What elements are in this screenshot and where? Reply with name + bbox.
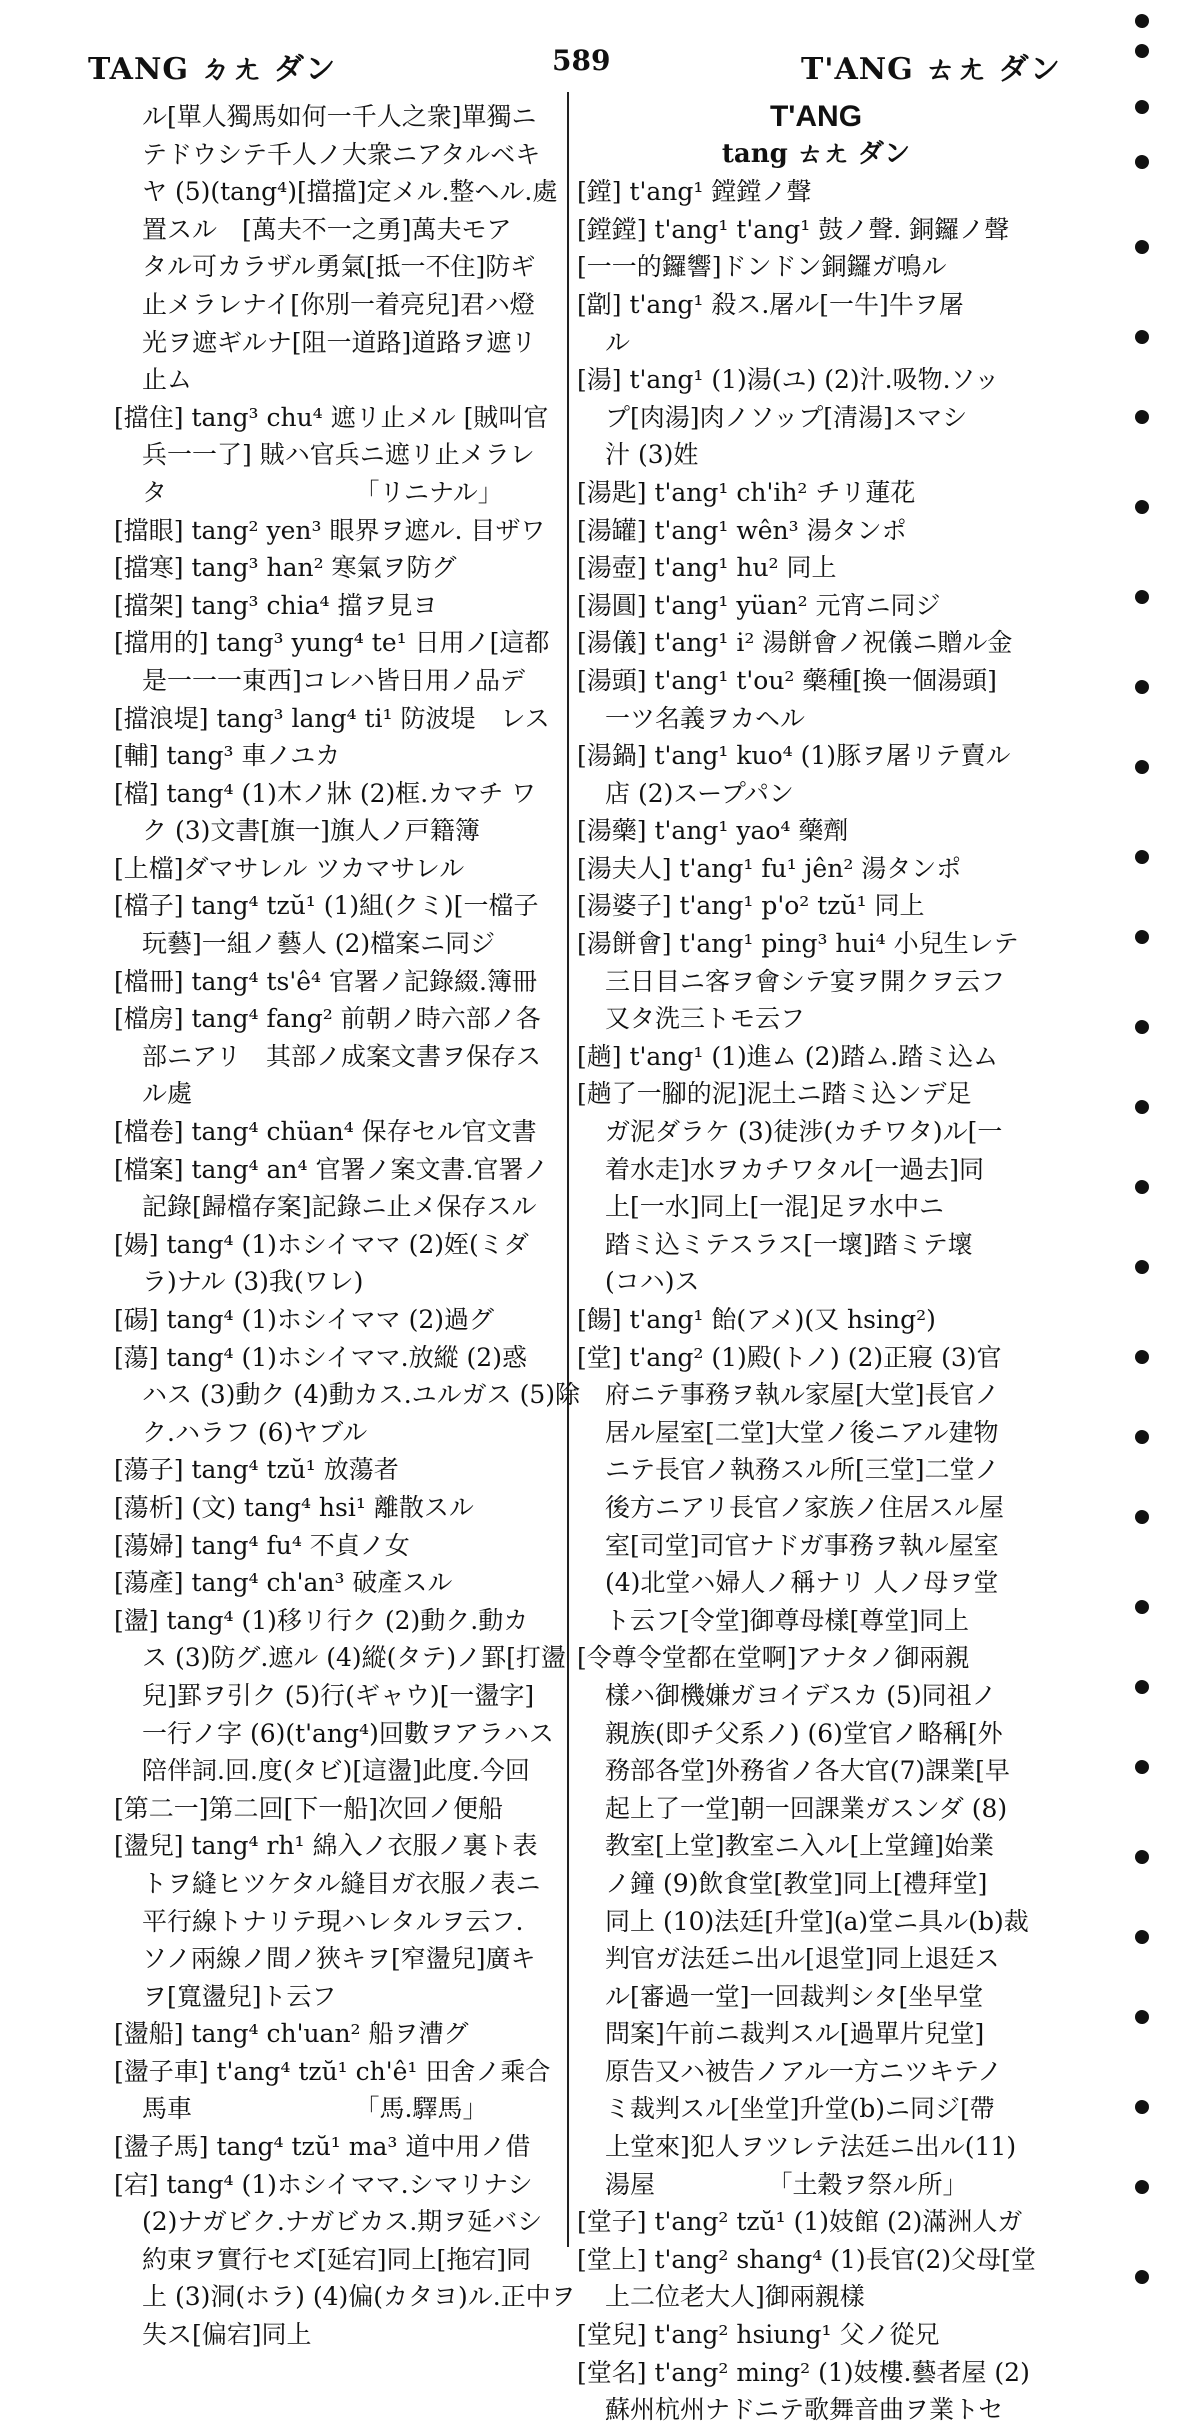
entry-line: 問案]午前ニ裁判スル[過單片兒堂] bbox=[605, 2019, 985, 2049]
edge-dot bbox=[1135, 1430, 1149, 1444]
edge-dot bbox=[1135, 1600, 1149, 1614]
entry-line: 府ニテ事務ヲ執ル家屋[大堂]長官ノ bbox=[605, 1380, 1000, 1410]
entry-line: 失ス[偏宕]同上 bbox=[142, 2320, 312, 2350]
entry-line: [堂兒] t'ang² hsiung¹ 父ノ從兄 bbox=[577, 2320, 940, 2350]
entry-line: 又タ洗三トモ云フ bbox=[605, 1004, 806, 1034]
edge-dot bbox=[1135, 44, 1149, 58]
entry-line: [湯匙] t'ang¹ ch'ih² チリ蓮花 bbox=[577, 477, 916, 507]
entry-line: [盪兒] tang⁴ rh¹ 綿入ノ衣服ノ裏ト表 bbox=[114, 1831, 538, 1861]
entry-line: [鏜] t'ang¹ 鏜鏜ノ聲 bbox=[577, 177, 812, 207]
entry-line: 店 (2)スープパン bbox=[605, 778, 794, 808]
section-subtitle: tang ㄊㄤ ダン bbox=[721, 138, 911, 169]
edge-dot bbox=[1135, 2100, 1149, 2114]
entry-line: [擋浪堤] tang³ lang⁴ ti¹ 防波堤 レス bbox=[114, 703, 550, 733]
entry-line: [蕩婦] tang⁴ fu⁴ 不貞ノ女 bbox=[114, 1530, 410, 1560]
entry-line: [碭] tang⁴ (1)ホシイママ (2)過グ bbox=[114, 1305, 495, 1334]
entry-line: ト云フ[令堂]御尊母樣[尊堂]同上 bbox=[605, 1605, 970, 1635]
edge-dot bbox=[1135, 1930, 1149, 1944]
entry-line: [婸] tang⁴ (1)ホシイママ (2)姪(ミダ bbox=[114, 1229, 529, 1259]
entry-line: [蕩析] (文) tang⁴ hsi¹ 離散スル bbox=[114, 1492, 474, 1522]
entry-line: 一行ノ字 (6)(t'ang⁴)回數ヲアラハス bbox=[142, 1718, 554, 1748]
entry-line: ヲ[寬盪兒]ト云フ bbox=[142, 1981, 337, 2011]
entry-line: [湯藥] t'ang¹ yao⁴ 藥劑 bbox=[577, 816, 849, 846]
entry-line: ガ泥ダラケ (3)徒涉(カチワタ)ル[一 bbox=[605, 1117, 1003, 1147]
entry-line: 部ニアリ 其部ノ成案文書ヲ保存ス bbox=[142, 1041, 542, 1071]
entry-line: 原告又ハ被告ノアル一方ニツキテノ bbox=[605, 2056, 1003, 2086]
entry-line: [檔案] tang⁴ an⁴ 官署ノ案文書.官署ノ bbox=[114, 1154, 549, 1184]
edge-dot bbox=[1135, 1680, 1149, 1694]
edge-dot bbox=[1135, 14, 1149, 28]
entry-line: 記錄[歸檔存案]記錄ニ止メ保存スル bbox=[142, 1192, 537, 1222]
entry-line: 兵一一了] 賊ハ官兵ニ遮リ止メラレ bbox=[142, 440, 535, 470]
entry-line: 馬車 「馬.驛馬」 bbox=[142, 2094, 488, 2124]
entry-line: [一一的鑼響]ドンドン銅鑼ガ鳴ル bbox=[577, 252, 947, 282]
entry-line: トヲ縫ヒツケタル縫目ガ衣服ノ表ニ bbox=[142, 1868, 541, 1898]
entry-line: [擋住] tang³ chu⁴ 遮リ止メル [賊叫官 bbox=[114, 402, 549, 432]
entry-line: [擋眼] tang² yen³ 眼界ヲ遮ル. 目ザワ bbox=[114, 515, 546, 545]
edge-dot bbox=[1135, 155, 1149, 169]
entry-line: 上 (3)洞(ホラ) (4)偏(カタヨ)ル.正中ヲ bbox=[142, 2282, 576, 2312]
edge-dot bbox=[1135, 1510, 1149, 1524]
entry-line: ク (3)文書[旗一]旗人ノ戸籍簿 bbox=[142, 816, 480, 846]
entry-line: [堂名] t'ang² ming² (1)妓樓.藝者屋 (2) bbox=[577, 2357, 1030, 2387]
entry-line: 居ル屋室[二堂]大堂ノ後ニアル建物 bbox=[605, 1417, 999, 1447]
entry-line: 樣ハ御機嫌ガヨイデスカ (5)同祖ノ bbox=[605, 1680, 997, 1710]
entry-line: ミ裁判スル[坐堂]升堂(b)ニ同ジ[帶 bbox=[605, 2094, 995, 2124]
edge-dot bbox=[1135, 590, 1149, 604]
entry-line: [蕩] tang⁴ (1)ホシイママ.放縱 (2)惑 bbox=[114, 1342, 527, 1372]
entry-line: [檔子] tang⁴ tzŭ¹ (1)組(クミ)[一檔子 bbox=[114, 891, 539, 921]
right-column bbox=[577, 98, 1055, 2429]
edge-dot bbox=[1135, 1260, 1149, 1274]
entry-line: ク.ハラフ (6)ヤブル bbox=[142, 1417, 368, 1447]
entry-line: 上二位老大人]御兩親樣 bbox=[605, 2282, 865, 2312]
entry-line: 一ツ名義ヲカヘル bbox=[605, 703, 806, 733]
entry-line: ラ)ナル (3)我(ワレ) bbox=[142, 1267, 364, 1297]
entry-line: (2)ナガビク.ナガビカス.期ヲ延バシ bbox=[142, 2207, 543, 2237]
entry-line: [湯餅會] t'ang¹ ping³ hui⁴ 小兒生レテ bbox=[577, 929, 1019, 959]
entry-line: 務部各堂]外務省ノ各大官(7)課業[早 bbox=[605, 1756, 1010, 1786]
entry-line: タル可カラザル勇氣[抵一不住]防ギ bbox=[142, 252, 536, 282]
page-edge-marks bbox=[1135, 0, 1155, 2409]
entry-line: [蕩產] tang⁴ ch'an³ 破產スル bbox=[114, 1568, 453, 1598]
entry-line: [檔卷] tang⁴ chüan⁴ 保存セル官文書 bbox=[114, 1117, 537, 1147]
entry-line: [第二一]第二回[下一船]次回ノ便船 bbox=[114, 1793, 504, 1823]
header-right-guide-word: T'ANG ㄊㄤ ダン bbox=[800, 52, 1061, 87]
entry-line: ソノ兩線ノ間ノ狹キヲ[窄盪兒]廣キ bbox=[142, 1944, 536, 1974]
edge-dot bbox=[1135, 240, 1149, 254]
entry-line: 蘇州杭州ナドニテ歌舞音曲ヲ業トセ bbox=[605, 2395, 1004, 2425]
entry-line: 着水走]水ヲカチワタル[一過去]同 bbox=[605, 1154, 985, 1184]
entry-line: [輔] tang³ 車ノユカ bbox=[114, 741, 341, 771]
entry-line: [餳] t'ang¹ 飴(アメ)(又 hsing²) bbox=[577, 1305, 936, 1334]
entry-line: 止ム bbox=[142, 365, 193, 395]
entry-line: [趟] t'ang¹ (1)進ム (2)踏ム.踏ミ込ム bbox=[577, 1041, 999, 1071]
entry-line: (4)北堂ハ婦人ノ稱ナリ 人ノ母ヲ堂 bbox=[605, 1568, 999, 1598]
entry-line: 親族(即チ父系ノ) (6)堂官ノ略稱[外 bbox=[605, 1718, 1003, 1748]
entry-line: ノ鐘 (9)飲食堂[教堂]同上[禮拜堂] bbox=[605, 1868, 988, 1898]
edge-dot bbox=[1135, 760, 1149, 774]
entry-line: ス (3)防グ.遮ル (4)縱(タテ)ノ罫[打盪 bbox=[142, 1643, 566, 1673]
edge-dot bbox=[1135, 330, 1149, 344]
edge-dot bbox=[1135, 2180, 1149, 2194]
entry-line: 止メラレナイ[你別一着亮兒]君ハ燈 bbox=[142, 289, 535, 319]
entry-line: ニテ長官ノ執務スル所[三堂]二堂ノ bbox=[605, 1455, 1000, 1485]
section-title: T'ANG bbox=[769, 100, 863, 133]
edge-dot bbox=[1135, 1020, 1149, 1034]
entry-line: 三日目ニ客ヲ會シテ宴ヲ開クヲ云フ bbox=[605, 966, 1006, 996]
entry-line: [令尊令堂都在堂啊]アナタノ御兩親 bbox=[577, 1643, 970, 1673]
edge-dot bbox=[1135, 2010, 1149, 2024]
edge-dot bbox=[1135, 1350, 1149, 1364]
entry-line: ル[單人獨馬如何一千人之衆]單獨ニ bbox=[142, 102, 537, 131]
entry-line: ル bbox=[605, 327, 631, 357]
entry-line: 平行線トナリテ現ハレタルヲ云フ. bbox=[142, 1906, 524, 1936]
entry-line: 踏ミ込ミテスラス[一壞]踏ミテ壞 bbox=[605, 1229, 973, 1259]
entry-line: [鏜鏜] t'ang¹ t'ang¹ 鼓ノ聲. 銅鑼ノ聲 bbox=[577, 214, 1010, 244]
edge-dot bbox=[1135, 1100, 1149, 1114]
entry-line: 置スル [萬夫不一之勇]萬夫モア bbox=[142, 214, 512, 244]
entry-line: 玩藝]一組ノ藝人 (2)檔案ニ同ジ bbox=[142, 929, 496, 959]
edge-dot bbox=[1135, 1850, 1149, 1864]
left-column bbox=[114, 98, 584, 2354]
entry-line: [堂上] t'ang² shang⁴ (1)長官(2)父母[堂 bbox=[577, 2244, 1036, 2274]
edge-dot bbox=[1135, 2270, 1149, 2284]
entry-line: [蕩子] tang⁴ tzŭ¹ 放蕩者 bbox=[114, 1455, 399, 1485]
entry-line: [堂子] t'ang² tzŭ¹ (1)妓館 (2)滿洲人ガ bbox=[577, 2207, 1023, 2237]
entry-line: ル[審過一堂]一回裁判シタ[坐早堂 bbox=[605, 1981, 984, 2011]
entry-line: [檔冊] tang⁴ ts'ê⁴ 官署ノ記錄綴.簿冊 bbox=[114, 966, 537, 996]
entry-line: プ[肉湯]肉ノソップ[清湯]スマシ bbox=[605, 402, 968, 432]
entry-line: [湯頭] t'ang¹ t'ou² 藥種[換一個湯頭] bbox=[577, 665, 997, 695]
edge-dot bbox=[1135, 100, 1149, 114]
entry-line: [擋架] tang³ chia⁴ 擋ヲ見ヨ bbox=[114, 590, 438, 620]
entry-line: 後方ニアリ長官ノ家族ノ住居スル屋 bbox=[605, 1492, 1005, 1522]
entry-line: [擋寒] tang³ han² 寒氣ヲ防グ bbox=[114, 553, 457, 583]
page-header bbox=[0, 0, 1181, 110]
entry-line: [湯] t'ang¹ (1)湯(ユ) (2)汁.吸物.ソッ bbox=[577, 365, 1000, 395]
entry-line: [湯儀] t'ang¹ i² 湯餅會ノ祝儀ニ贈ル金 bbox=[577, 628, 1013, 658]
entry-line: [湯罐] t'ang¹ wên³ 湯タンポ bbox=[577, 515, 907, 545]
edge-dot bbox=[1135, 1180, 1149, 1194]
right-column-entries bbox=[577, 173, 1055, 2429]
entry-line: 教室[上堂]教室ニ入ル[上堂鐘]始業 bbox=[605, 1831, 995, 1861]
entry-line: 同上 (10)法廷[升堂](a)堂ニ具ル(b)裁 bbox=[605, 1906, 1029, 1936]
entry-line: [湯圓] t'ang¹ yüan² 元宵ニ同ジ bbox=[577, 590, 941, 620]
entry-line: [上檔]ダマサレル ツカマサレル bbox=[114, 853, 465, 883]
header-left-guide-word: TANG ㄉㄤ ダン bbox=[88, 52, 337, 87]
entry-line: [湯壺] t'ang¹ hu² 同上 bbox=[577, 553, 837, 583]
entry-line: テドウシテ千人ノ大衆ニアタルベキ bbox=[142, 139, 541, 169]
entry-line: タ 「リニナル」 bbox=[142, 477, 503, 507]
entry-line: [劏] t'ang¹ 殺ス.屠ル[一牛]牛ヲ屠 bbox=[577, 289, 964, 319]
entry-line: 湯屋 「土穀ヲ祭ル所」 bbox=[605, 2169, 968, 2199]
entry-line: 約束ヲ實行セズ[延宕]同上[拖宕]同 bbox=[142, 2244, 532, 2274]
entry-line: [盪子車] t'ang⁴ tzŭ¹ ch'ê¹ 田舍ノ乘合 bbox=[114, 2056, 551, 2086]
entry-line: 上堂來]犯人ヲツレテ法廷ニ出ル(11) bbox=[605, 2132, 1017, 2162]
entry-line: 判官ガ法廷ニ出ル[退堂]同上退廷ス bbox=[605, 1944, 1000, 1974]
edge-dot bbox=[1135, 410, 1149, 424]
entry-line: ル處 bbox=[142, 1079, 193, 1109]
edge-dot bbox=[1135, 500, 1149, 514]
entry-line: [趟了一腳的泥]泥土ニ踏ミ込ンデ足 bbox=[577, 1079, 972, 1109]
entry-line: [擋用的] tang³ yung⁴ te¹ 日用ノ[這都 bbox=[114, 628, 550, 658]
entry-line: 上[一水]同上[一混]足ヲ水中ニ bbox=[605, 1192, 945, 1222]
entry-line: 兒]罫ヲ引ク (5)行(ギャウ)[一盪字] bbox=[142, 1680, 535, 1710]
entry-line: 光ヲ遮ギルナ[阻一道路]道路ヲ遮リ bbox=[142, 327, 537, 357]
entry-line: (コハ)ス bbox=[605, 1267, 700, 1297]
entry-line: ハス (3)動ク (4)動カス.ユルガス (5)除 bbox=[142, 1380, 581, 1410]
entry-line: 室[司堂]司官ナドガ事務ヲ執ル屋室 bbox=[605, 1530, 999, 1560]
entry-line: [盪船] tang⁴ ch'uan² 船ヲ漕グ bbox=[114, 2019, 469, 2049]
entry-line: [檔] tang⁴ (1)木ノ牀 (2)框.カマチ ワ bbox=[114, 778, 537, 808]
entry-line: 汁 (3)姓 bbox=[605, 440, 699, 470]
entry-line: [盪] tang⁴ (1)移リ行ク (2)動ク.動カ bbox=[114, 1605, 529, 1635]
edge-dot bbox=[1135, 680, 1149, 694]
entry-line: [湯婆子] t'ang¹ p'o² tzŭ¹ 同上 bbox=[577, 891, 925, 921]
entry-line: [堂] t'ang² (1)殿(トノ) (2)正寢 (3)官 bbox=[577, 1342, 1002, 1372]
edge-dot bbox=[1135, 850, 1149, 864]
edge-dot bbox=[1135, 930, 1149, 944]
entry-line: [盪子馬] tang⁴ tzŭ¹ ma³ 道中用ノ借 bbox=[114, 2132, 531, 2162]
entry-line: [湯夫人] t'ang¹ fu¹ jên² 湯タンポ bbox=[577, 853, 962, 883]
entry-line: [宕] tang⁴ (1)ホシイママ.シマリナシ bbox=[114, 2169, 533, 2199]
entry-line: 起上了一堂]朝一回課業ガスンダ (8) bbox=[605, 1793, 1008, 1823]
page-number: 589 bbox=[552, 44, 611, 77]
entry-line: 陪伴詞.回.度(タビ)[這盪]此度.今回 bbox=[142, 1756, 530, 1786]
entry-line: [檔房] tang⁴ fang² 前朝ノ時六部ノ各 bbox=[114, 1004, 541, 1034]
entry-line: 是一一一東西]コレハ皆日用ノ品デ bbox=[142, 665, 526, 695]
entry-line: [湯鍋] t'ang¹ kuo⁴ (1)豚ヲ屠リテ賣ル bbox=[577, 741, 1011, 771]
edge-dot bbox=[1135, 1760, 1149, 1774]
entry-line: ヤ (5)(tang⁴)[擋擋]定メル.整ヘル.處 bbox=[142, 177, 558, 207]
